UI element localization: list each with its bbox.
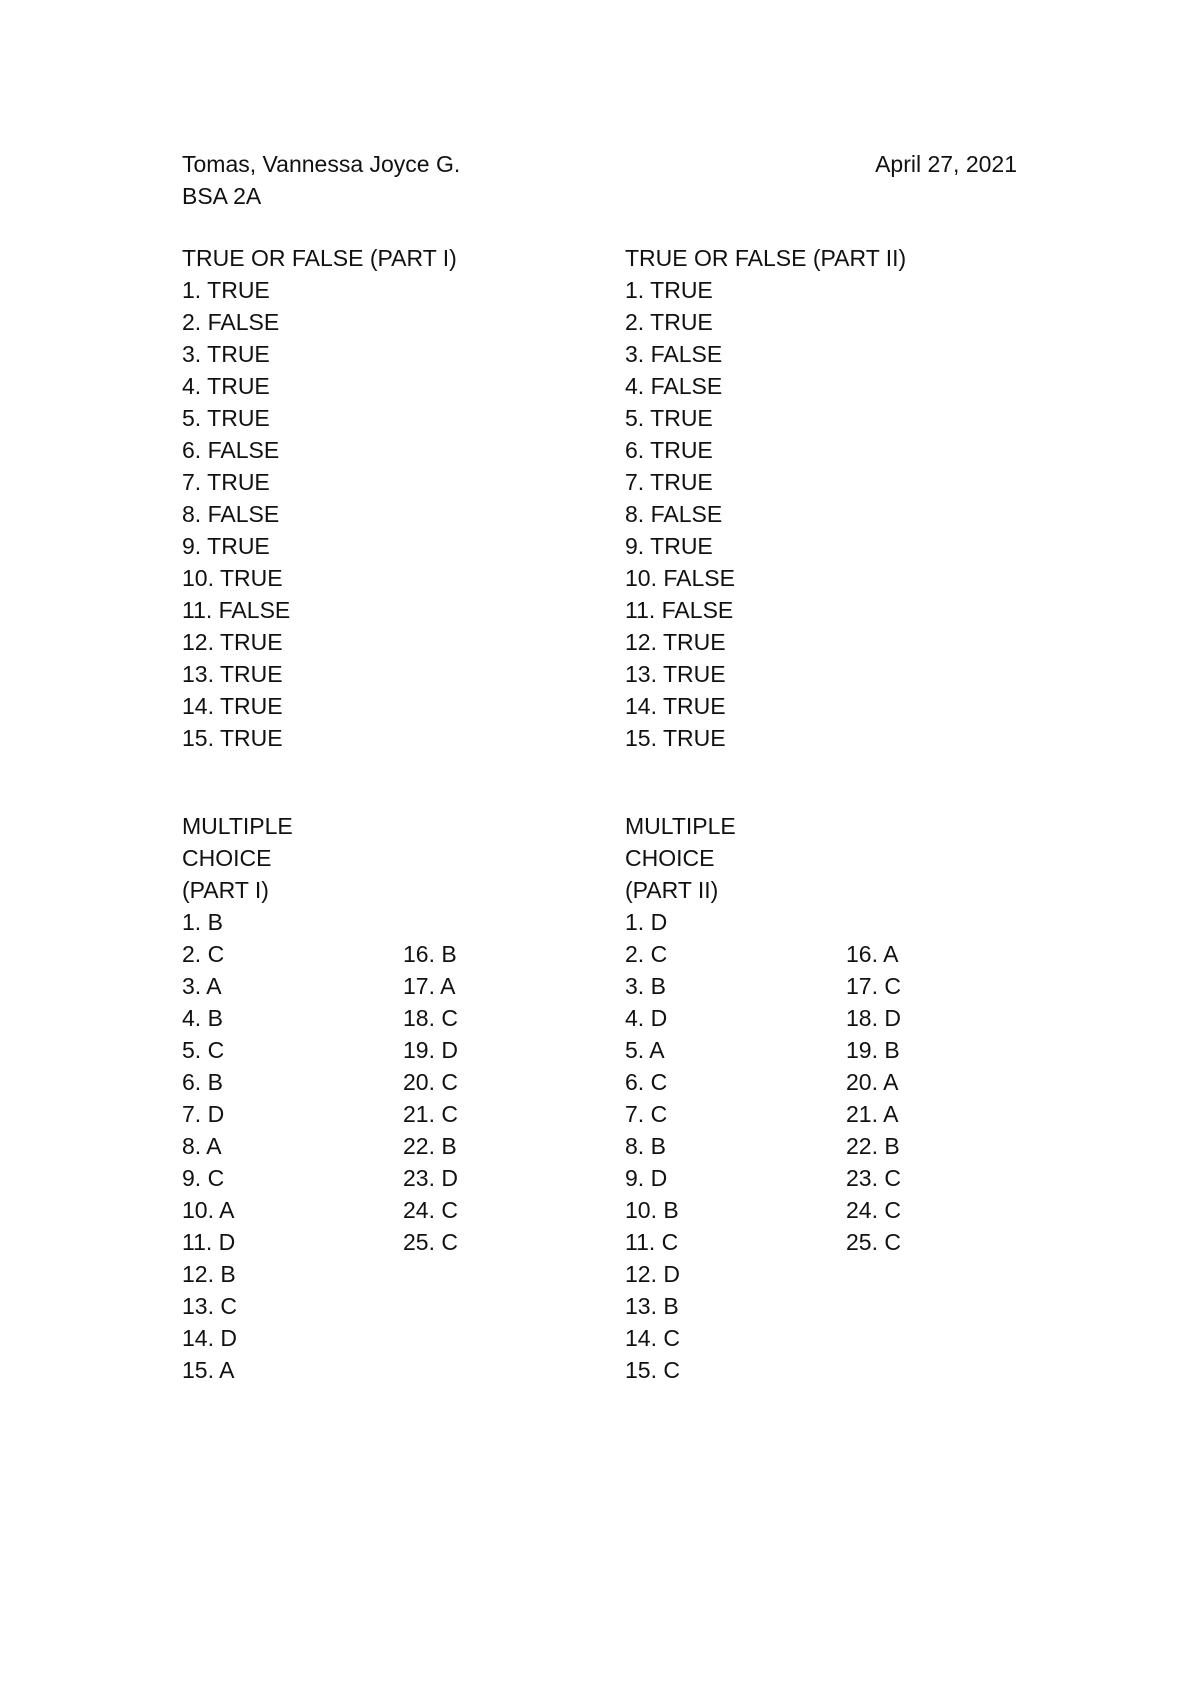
mc-part1-title-line: CHOICE xyxy=(182,845,272,871)
tf-part1-title: TRUE OR FALSE (PART I) xyxy=(182,245,457,271)
answer-item: 12. D xyxy=(625,1261,680,1287)
answer-item: 8. A xyxy=(182,1133,222,1159)
answer-item: 7. TRUE xyxy=(182,469,270,495)
answer-item: 10. TRUE xyxy=(182,565,283,591)
answer-item: 20. A xyxy=(846,1069,899,1095)
answer-item: 6. B xyxy=(182,1069,223,1095)
answer-item: 17. A xyxy=(403,973,456,999)
answer-item: 7. TRUE xyxy=(625,469,713,495)
answer-item: 17. C xyxy=(846,973,901,999)
answer-item: 1. TRUE xyxy=(625,277,713,303)
answer-item: 21. A xyxy=(846,1101,899,1127)
mc-part1-answers-col2 xyxy=(403,938,458,1258)
answer-item: 24. C xyxy=(846,1197,901,1223)
mc-part2-title xyxy=(625,810,736,906)
answer-item: 24. C xyxy=(403,1197,458,1223)
answer-item: 1. TRUE xyxy=(182,277,270,303)
answer-item: 13. C xyxy=(182,1293,237,1319)
answer-item: 5. A xyxy=(625,1037,665,1063)
answer-item: 11. D xyxy=(182,1229,236,1255)
answer-item: 3. FALSE xyxy=(625,341,723,367)
answer-item: 13. B xyxy=(625,1293,679,1319)
mc-part1-answers-col1 xyxy=(182,906,237,1386)
answer-item: 9. TRUE xyxy=(625,533,713,559)
answer-item: 15. TRUE xyxy=(625,725,726,751)
answer-item: 20. C xyxy=(403,1069,458,1095)
answer-item: 22. B xyxy=(846,1133,900,1159)
tf-part2-answer-list xyxy=(625,274,735,754)
answer-item: 12. TRUE xyxy=(625,629,726,655)
answer-item: 13. TRUE xyxy=(182,661,283,687)
mc-part2-answers-col1 xyxy=(625,906,680,1386)
answer-item: 14. D xyxy=(182,1325,237,1351)
answer-item: 10. B xyxy=(625,1197,679,1223)
answer-item: 18. D xyxy=(846,1005,901,1031)
answer-item: 11. FALSE xyxy=(182,597,291,623)
answer-item: 5. TRUE xyxy=(625,405,713,431)
student-name: Tomas, Vannessa Joyce G. xyxy=(182,151,461,177)
answer-item: 14. TRUE xyxy=(625,693,726,719)
answer-item: 16. B xyxy=(403,941,457,967)
answer-item: 2. C xyxy=(625,941,668,967)
answer-item: 9. D xyxy=(625,1165,668,1191)
answer-item: 13. TRUE xyxy=(625,661,726,687)
mc-part2-answers-col2 xyxy=(846,938,901,1258)
answer-item: 8. FALSE xyxy=(625,501,723,527)
answer-item: 15. TRUE xyxy=(182,725,283,751)
answer-item: 10. FALSE xyxy=(625,565,735,591)
student-section: BSA 2A xyxy=(182,183,262,209)
answer-item: 1. D xyxy=(625,909,668,935)
answer-item: 7. D xyxy=(182,1101,225,1127)
answer-item: 14. C xyxy=(625,1325,680,1351)
answer-item: 3. TRUE xyxy=(182,341,270,367)
answer-item: 6. FALSE xyxy=(182,437,280,463)
answer-item: 9. TRUE xyxy=(182,533,270,559)
mc-part1-title-line: (PART I) xyxy=(182,877,269,903)
mc-part2-title-line: MULTIPLE xyxy=(625,813,736,839)
answer-item: 18. C xyxy=(403,1005,458,1031)
answer-item: 23. C xyxy=(846,1165,901,1191)
answer-item: 9. C xyxy=(182,1165,225,1191)
mc-part1-title-line: MULTIPLE xyxy=(182,813,293,839)
answer-item: 19. D xyxy=(403,1037,458,1063)
answer-item: 5. TRUE xyxy=(182,405,270,431)
answer-item: 8. B xyxy=(625,1133,666,1159)
answer-item: 6. C xyxy=(625,1069,668,1095)
answer-item: 4. FALSE xyxy=(625,373,723,399)
tf-part2-title: TRUE OR FALSE (PART II) xyxy=(625,245,907,271)
answer-item: 23. D xyxy=(403,1165,458,1191)
answer-item: 25. C xyxy=(846,1229,901,1255)
answer-item: 3. B xyxy=(625,973,666,999)
answer-item: 11. FALSE xyxy=(625,597,734,623)
answer-item: 2. C xyxy=(182,941,225,967)
answer-item: 19. B xyxy=(846,1037,900,1063)
answer-item: 11. C xyxy=(625,1229,679,1255)
answer-item: 4. TRUE xyxy=(182,373,270,399)
answer-item: 15. C xyxy=(625,1357,680,1383)
answer-item: 7. C xyxy=(625,1101,668,1127)
answer-item: 2. TRUE xyxy=(625,309,713,335)
mc-part2-title-line: CHOICE xyxy=(625,845,715,871)
answer-item: 5. C xyxy=(182,1037,225,1063)
answer-item: 2. FALSE xyxy=(182,309,280,335)
tf-part1-answer-list xyxy=(182,274,290,754)
answer-item: 8. FALSE xyxy=(182,501,280,527)
answer-item: 12. TRUE xyxy=(182,629,283,655)
answer-item: 14. TRUE xyxy=(182,693,283,719)
answer-item: 15. A xyxy=(182,1357,235,1383)
answer-item: 21. C xyxy=(403,1101,458,1127)
answer-item: 25. C xyxy=(403,1229,458,1255)
answer-item: 1. B xyxy=(182,909,223,935)
answer-item: 22. B xyxy=(403,1133,457,1159)
answer-item: 6. TRUE xyxy=(625,437,713,463)
answer-item: 12. B xyxy=(182,1261,236,1287)
answer-item: 16. A xyxy=(846,941,899,967)
mc-part1-title xyxy=(182,810,293,906)
mc-part2-title-line: (PART II) xyxy=(625,877,719,903)
submission-date: April 27, 2021 xyxy=(875,151,1017,177)
answer-item: 4. D xyxy=(625,1005,668,1031)
answer-item: 3. A xyxy=(182,973,222,999)
answer-item: 4. B xyxy=(182,1005,223,1031)
answer-item: 10. A xyxy=(182,1197,235,1223)
